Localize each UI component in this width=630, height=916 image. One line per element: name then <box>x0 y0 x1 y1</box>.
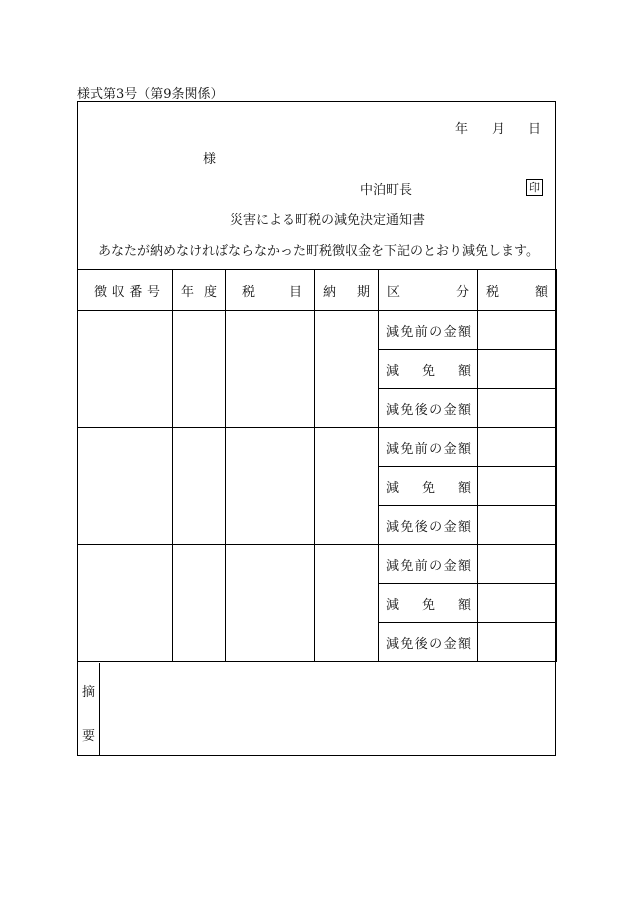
reduction-amount-label-text <box>386 477 477 496</box>
label-char: 目 <box>288 284 302 300</box>
table-row <box>78 545 557 584</box>
label-char: 額 <box>457 636 471 652</box>
reduction-amount-label-text <box>386 594 477 613</box>
label-char: 後 <box>414 636 428 652</box>
label-char: 減 <box>386 636 400 652</box>
label-char: の <box>429 636 443 652</box>
label-char: 収 <box>111 284 125 300</box>
label-char: 額 <box>534 284 548 300</box>
label-char: の <box>429 402 443 418</box>
label-char: 減 <box>386 324 400 340</box>
fiscal-year-cell[interactable] <box>173 428 226 545</box>
reduction-amount-label <box>379 467 478 506</box>
collection-number-cell[interactable] <box>78 428 173 545</box>
label-char: 金 <box>443 402 457 418</box>
label-char: 徴 <box>94 284 108 300</box>
label-char: 分 <box>455 284 469 300</box>
form-number: 様式第3号（第9条関係） <box>77 87 224 102</box>
header-category <box>379 270 478 311</box>
remarks-label <box>77 663 100 756</box>
label-char: 区 <box>387 284 401 300</box>
label-char: 前 <box>414 558 428 574</box>
label-char: 額 <box>457 480 471 496</box>
reduction-amount-value[interactable] <box>478 584 557 623</box>
label-char: 減 <box>386 480 400 496</box>
label-char: 金 <box>443 519 457 535</box>
amount-after-reduction-label-text <box>386 399 477 418</box>
notice-text: あなたが納めなければならなかった町税徴収金を下記のとおり減免します。 <box>98 244 539 259</box>
label-char: 額 <box>457 363 471 379</box>
header-collection-number-text <box>78 281 172 300</box>
reduction-amount-label <box>379 584 478 623</box>
label-char: 免 <box>400 558 414 574</box>
remarks-area[interactable] <box>100 663 555 756</box>
amount-after-reduction-label <box>379 506 478 545</box>
fiscal-year-cell[interactable] <box>173 311 226 428</box>
label-char: 免 <box>421 363 435 379</box>
label-char: 免 <box>400 402 414 418</box>
header-tax-item-text <box>226 281 314 300</box>
label-char: 免 <box>400 324 414 340</box>
amount-before-reduction-label-text <box>386 438 477 457</box>
label-char: 金 <box>443 558 457 574</box>
label-char: 額 <box>457 597 471 613</box>
tax-item-cell[interactable] <box>226 311 315 428</box>
label-char: 減 <box>386 558 400 574</box>
header-category-text <box>379 281 477 300</box>
label-char: 額 <box>457 402 471 418</box>
table-row <box>78 428 557 467</box>
notice-form <box>77 101 556 756</box>
label-char: 額 <box>457 441 471 457</box>
remarks-label-char: 要 <box>82 729 96 744</box>
label-char: 度 <box>203 284 217 300</box>
reduction-amount-label <box>379 350 478 389</box>
amount-after-reduction-value[interactable] <box>478 389 557 428</box>
header-collection-number <box>78 270 173 311</box>
payment-period-cell[interactable] <box>315 545 379 662</box>
label-char: 減 <box>386 363 400 379</box>
label-char: 免 <box>400 636 414 652</box>
header-payment-period <box>315 270 379 311</box>
label-char: 減 <box>386 402 400 418</box>
label-char: の <box>429 558 443 574</box>
payment-period-cell[interactable] <box>315 428 379 545</box>
label-char: 金 <box>443 636 457 652</box>
header-payment-period-text <box>315 281 378 300</box>
label-char: の <box>429 324 443 340</box>
label-char: 前 <box>414 441 428 457</box>
label-char: 税 <box>486 284 500 300</box>
label-char: 金 <box>443 324 457 340</box>
tax-item-cell[interactable] <box>226 428 315 545</box>
tax-reduction-table <box>77 269 557 662</box>
label-char: 減 <box>386 519 400 535</box>
amount-before-reduction-label <box>379 428 478 467</box>
payment-period-cell[interactable] <box>315 311 379 428</box>
label-char: 前 <box>414 324 428 340</box>
label-char: の <box>429 441 443 457</box>
label-char: 金 <box>443 441 457 457</box>
label-char: 納 <box>323 284 337 300</box>
label-char: 免 <box>400 519 414 535</box>
amount-before-reduction-value[interactable] <box>478 428 557 467</box>
label-char: 年 <box>181 284 195 300</box>
amount-before-reduction-label-text <box>386 555 477 574</box>
amount-after-reduction-value[interactable] <box>478 623 557 662</box>
amount-before-reduction-label <box>379 545 478 584</box>
table-row <box>78 311 557 350</box>
collection-number-cell[interactable] <box>78 311 173 428</box>
reduction-amount-label-text <box>386 360 477 379</box>
amount-after-reduction-label-text <box>386 516 477 535</box>
date-year-label: 年 <box>455 122 469 137</box>
label-char: 番 <box>129 284 143 300</box>
label-char: の <box>429 519 443 535</box>
label-char: 額 <box>457 519 471 535</box>
reduction-amount-value[interactable] <box>478 350 557 389</box>
amount-after-reduction-value[interactable] <box>478 506 557 545</box>
header-tax-item <box>226 270 315 311</box>
tax-item-cell[interactable] <box>226 545 315 662</box>
date-month-label: 月 <box>492 122 506 137</box>
label-char: 額 <box>457 324 471 340</box>
header-tax-amount-text <box>478 281 556 300</box>
seal-mark: 印 <box>526 179 543 196</box>
fiscal-year-cell[interactable] <box>173 545 226 662</box>
label-char: 号 <box>146 284 160 300</box>
label-char: 税 <box>242 284 256 300</box>
header-fiscal-year-text <box>173 281 225 300</box>
label-char: 免 <box>421 597 435 613</box>
label-char: 免 <box>400 441 414 457</box>
label-char: 期 <box>356 284 370 300</box>
issuer-name: 中泊町長 <box>360 183 413 198</box>
label-char: 後 <box>414 402 428 418</box>
amount-after-reduction-label <box>379 623 478 662</box>
amount-before-reduction-label <box>379 311 478 350</box>
table-header-row <box>78 270 557 311</box>
header-fiscal-year <box>173 270 226 311</box>
collection-number-cell[interactable] <box>78 545 173 662</box>
reduction-amount-value[interactable] <box>478 467 557 506</box>
amount-after-reduction-label <box>379 389 478 428</box>
remarks-label-char: 摘 <box>82 685 96 700</box>
label-char: 額 <box>457 558 471 574</box>
label-char: 減 <box>386 597 400 613</box>
label-char: 免 <box>421 480 435 496</box>
amount-before-reduction-value[interactable] <box>478 545 557 584</box>
amount-before-reduction-value[interactable] <box>478 311 557 350</box>
amount-after-reduction-label-text <box>386 633 477 652</box>
header-tax-amount <box>478 270 557 311</box>
addressee-suffix: 様 <box>203 152 217 167</box>
document-title: 災害による町税の減免決定通知書 <box>230 213 426 228</box>
amount-before-reduction-label-text <box>386 321 477 340</box>
label-char: 後 <box>414 519 428 535</box>
date-day-label: 日 <box>528 122 542 137</box>
label-char: 減 <box>386 441 400 457</box>
